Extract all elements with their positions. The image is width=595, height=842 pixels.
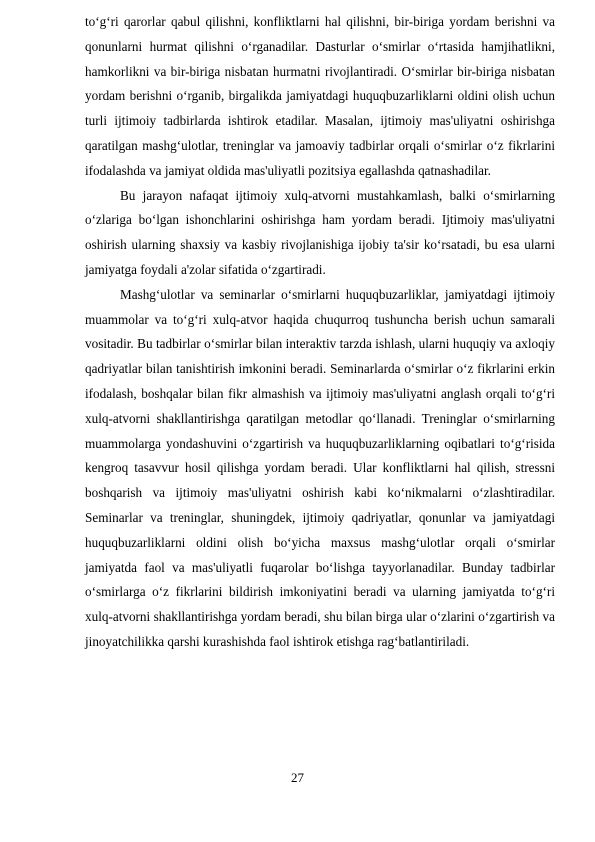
- body-text: [85, 10, 555, 655]
- paragraph-1: to‘g‘ri qarorlar qabul qilishni, konfliktlarni hal qilishni, bir-biriga yordam berishni va qonunlarni hurmat qilishni o‘rganadilar. Dasturlar o‘smirlar o‘rtasida hamjihatlikni, hamkorlikni va bir-biriga nisbatan hurmatni rivojlantiradi. O‘smirlar bir-biriga nisbatan yordam berishni o‘rganib, birgalikda jamiyatdagi huquqbuzarliklarni oldini olish uchun turli ijtimoiy tadbirlarda ishtirok etadilar. Masalan, ijtimoiy mas'uliyatni oshirishga qaratilgan mashg‘ulotlar, treninglar va jamoaviy tadbirlar orqali o‘smirlar o‘z fikrlarini ifodalashda va jamiyat oldida mas'uliyatli pozitsiya egallashda qatnashadilar.: [85, 14, 555, 178]
- paragraph-2: Bu jarayon nafaqat ijtimoiy xulq-atvorni mustahkamlash, balki o‘smirlarning o‘zlariga bo‘lgan ishonchlarini oshirishga ham yordam beradi. Ijtimoiy mas'uliyatni oshirish ularning shaxsiy va kasbiy rivojlanishiga ijobiy ta'sir ko‘rsatadi, bu esa ularni jamiyatga foydali a'zolar sifatida o‘zgartiradi.: [85, 187, 555, 277]
- page-number: 27: [291, 770, 304, 785]
- paragraph-3: Mashg‘ulotlar va seminarlar o‘smirlarni huquqbuzarliklar, jamiyatdagi ijtimoiy muammolar va to‘g‘ri xulq-atvor haqida chuqurroq tushuncha berish uchun samarali vositadir. Bu tadbirlar o‘smirlar bilan interaktiv tarzda ishlash, ularni huquqiy va axloqiy qadriyatlar bilan tanishtirish imkonini beradi. Seminarlarda o‘smirlar o‘z fikrlarini erkin ifodalash, boshqalar bilan fikr almashish va ijtimoiy mas'uliyatni anglash orqali to‘g‘ri xulq-atvorni shakllantirishga qaratilgan metodlar qo‘llanadi. Treninglar o‘smirlarning muammolarga yondashuvini o‘zgartirish va huquqbuzarliklarning oqibatlari to‘g‘risida kengroq tasavvur hosil qilishga yordam beradi. Ular konfliktlarni hal qilish, stressni boshqarish va ijtimoiy mas'uliyatni oshirish kabi ko‘nikmalarni o‘zlashtiradilar. Seminarlar va treninglar, shuningdek, ijtimoiy qadriyatlar, qonunlar va jamiyatdagi huquqbuzarliklarni oldini olish bo‘yicha maxsus mashg‘ulotlar orqali o‘smirlar jamiyatda faol va mas'uliyatli fuqarolar bo‘lishga tayyorlanadilar. Bunday tadbirlar o‘smirlarga o‘z fikrlarini bildirish imkoniyatini beradi va ularning jamiyatda to‘g‘ri xulq-atvorni shakllantirishga yordam beradi, shu bilan birga ular o‘zlarini o‘zgartirish va jinoyatchilikka qarshi kurashishda faol ishtirok etishga rag‘batlantiriladi.: [85, 286, 555, 649]
